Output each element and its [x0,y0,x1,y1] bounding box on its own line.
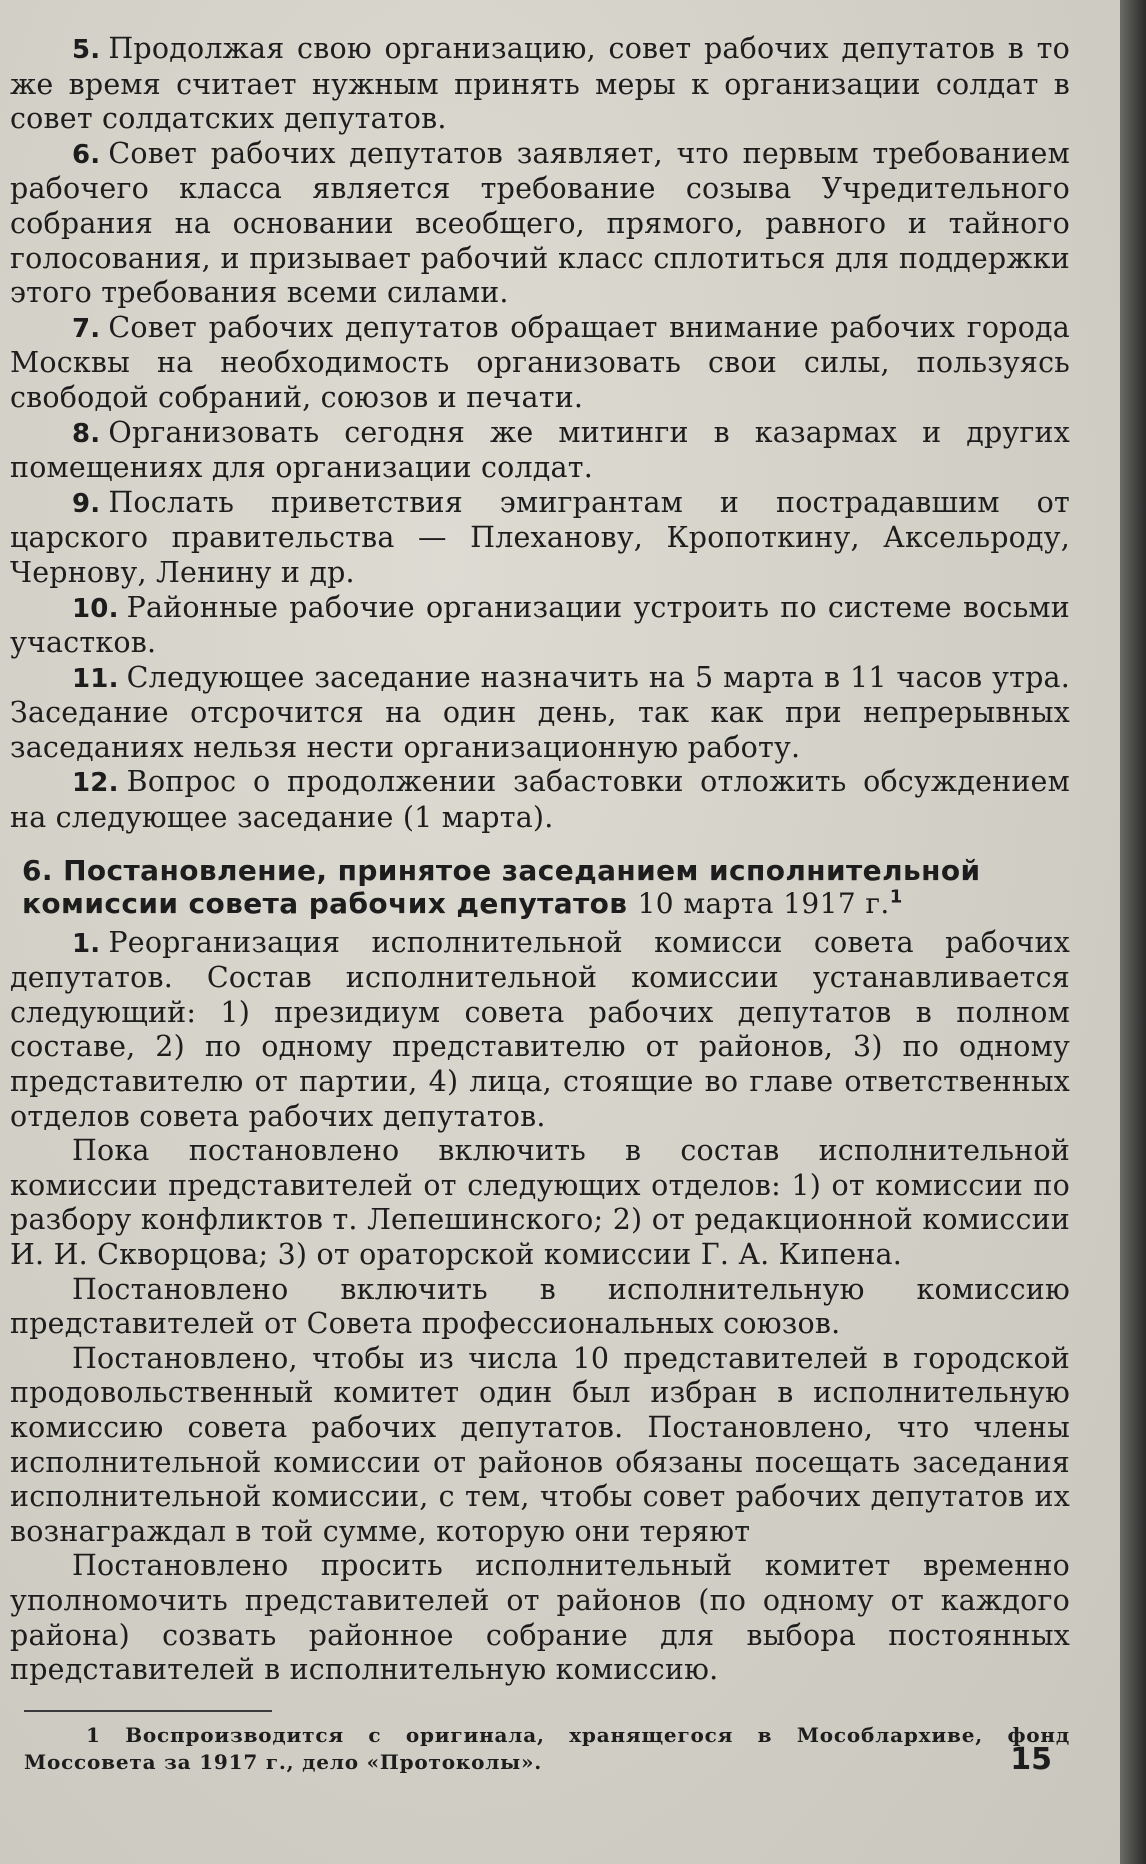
paragraph-11 [10,661,1070,766]
paragraph-text: Постановлено включить в исполнительную комиссию представителей от Совета профессиональных союзов. [10,1272,1070,1341]
page-edge-shadow [1120,0,1146,1864]
paragraph-7 [10,311,1070,416]
paragraph-text: Продолжая свою организацию, совет рабочих депутатов в то же время считает нужным принять меры к организации солдат в совет солдатских депутатов. [10,32,1070,136]
footnote-mark: 1 [86,1722,101,1747]
paragraph-text: Постановлено, чтобы из числа 10 представителей в городской продовольственный комитет один был избран в исполнительную комиссию совета рабочих депутатов. Постановлено, что члены исполнительной комиссии от районов обязаны посещать заседания исполнительной комиссии, с тем, чтобы совет рабочих депутатов их вознаграждал в той сумме, которую они теряют [10,1341,1070,1548]
paragraph-text: Пока постановлено включить в состав исполнительной комиссии представителей от следующих отделов: 1) от комиссии по разбору конфликтов т. Лепешинского; 2) от редакционной комиссии И. И. Скворцова; 3) от ораторской комиссии Г. А. Кипена. [10,1134,1070,1271]
section-heading-title: 6. Постановление, принятое заседанием исполнительной комиссии совета рабочих депутатов [22,853,981,920]
item-number: 8. [72,418,101,449]
paragraph-text: Вопрос о продолжении забастовки отложить обсуждением на следующее заседание (1 марта). [10,765,1070,835]
item-number: 10. [72,593,119,624]
paragraph-text: Совет рабочих депутатов обращает внимание рабочих города Москвы на необходимость организовать свои силы, пользуясь свободой собраний, союзов и печати. [10,310,1070,414]
paragraph-8 [10,416,1070,486]
item-number: 1. [72,928,101,959]
paragraph-text: Районные рабочие организации устроить по системе восьми участков. [10,590,1070,660]
footnote-text: Воспроизводится с оригинала, хранящегося в Мособлархиве, фонд Моссовета за 1917 г., дело «Протоколы». [24,1722,1071,1774]
section-heading [22,854,1070,920]
paragraph-9 [10,486,1070,591]
paragraph-6 [10,137,1070,311]
item-number: 12. [72,768,119,799]
paragraph-text: Постановлено просить исполнительный комитет временно уполномочить представителей от районов (по одному от каждого района) созвать районное собрание для выбора постоянных представителей в исполнительную комиссию. [10,1549,1070,1687]
paragraph-5 [10,32,1070,137]
item-number: 5. [72,35,101,65]
item-number: 6. [72,139,101,170]
footnote-reference: 1 [889,886,903,908]
section-paragraph-3 [10,1273,1070,1342]
footnote-divider [24,1710,272,1712]
item-number: 11. [72,663,119,694]
section-paragraph-2 [10,1134,1070,1272]
paragraph-10 [10,591,1070,661]
section-heading-date: 10 марта 1917 г. [637,886,890,920]
paragraph-12 [10,765,1070,835]
paragraph-text: Следующее заседание назначить на 5 марта в 11 часов утра. Заседание отсрочится на один день, так как при непрерывных заседаниях нельзя нести организационную работу. [10,660,1070,764]
paragraph-text: Реорганизация исполнительной комисси совета рабочих депутатов. Состав исполнительной комиссии устанавливается следующий: 1) президиум совета рабочих депутатов в полном составе, 2) по одному представителю от районов, 3) по одному представителю от партии, 4) лица, стоящие во главе ответственных отделов совета рабочих депутатов. [10,925,1070,1133]
paragraph-text: Послать приветствия эмигрантам и пострадавшим от царского правительства — Плеханову, Кропоткину, Аксельроду, Чернову, Ленину и др. [10,485,1070,589]
page-number: 15 [1010,1742,1052,1777]
section-paragraph-4 [10,1342,1070,1550]
section-paragraph-5 [10,1549,1070,1687]
footnote [24,1722,1070,1776]
item-number: 9. [72,488,101,519]
paragraph-text: Совет рабочих депутатов заявляет, что первым требованием рабочего класса является требование созыва Учредительного собрания на основании всеобщего, прямого, равного и тайного голосования, и призывает рабочий класс сплотиться для поддержки этого требования всеми силами. [10,136,1070,310]
paragraph-text: Организовать сегодня же митинги в казармах и других помещениях для организации солдат. [10,415,1070,485]
section-paragraph-1 [10,926,1070,1135]
item-number: 7. [72,313,101,344]
